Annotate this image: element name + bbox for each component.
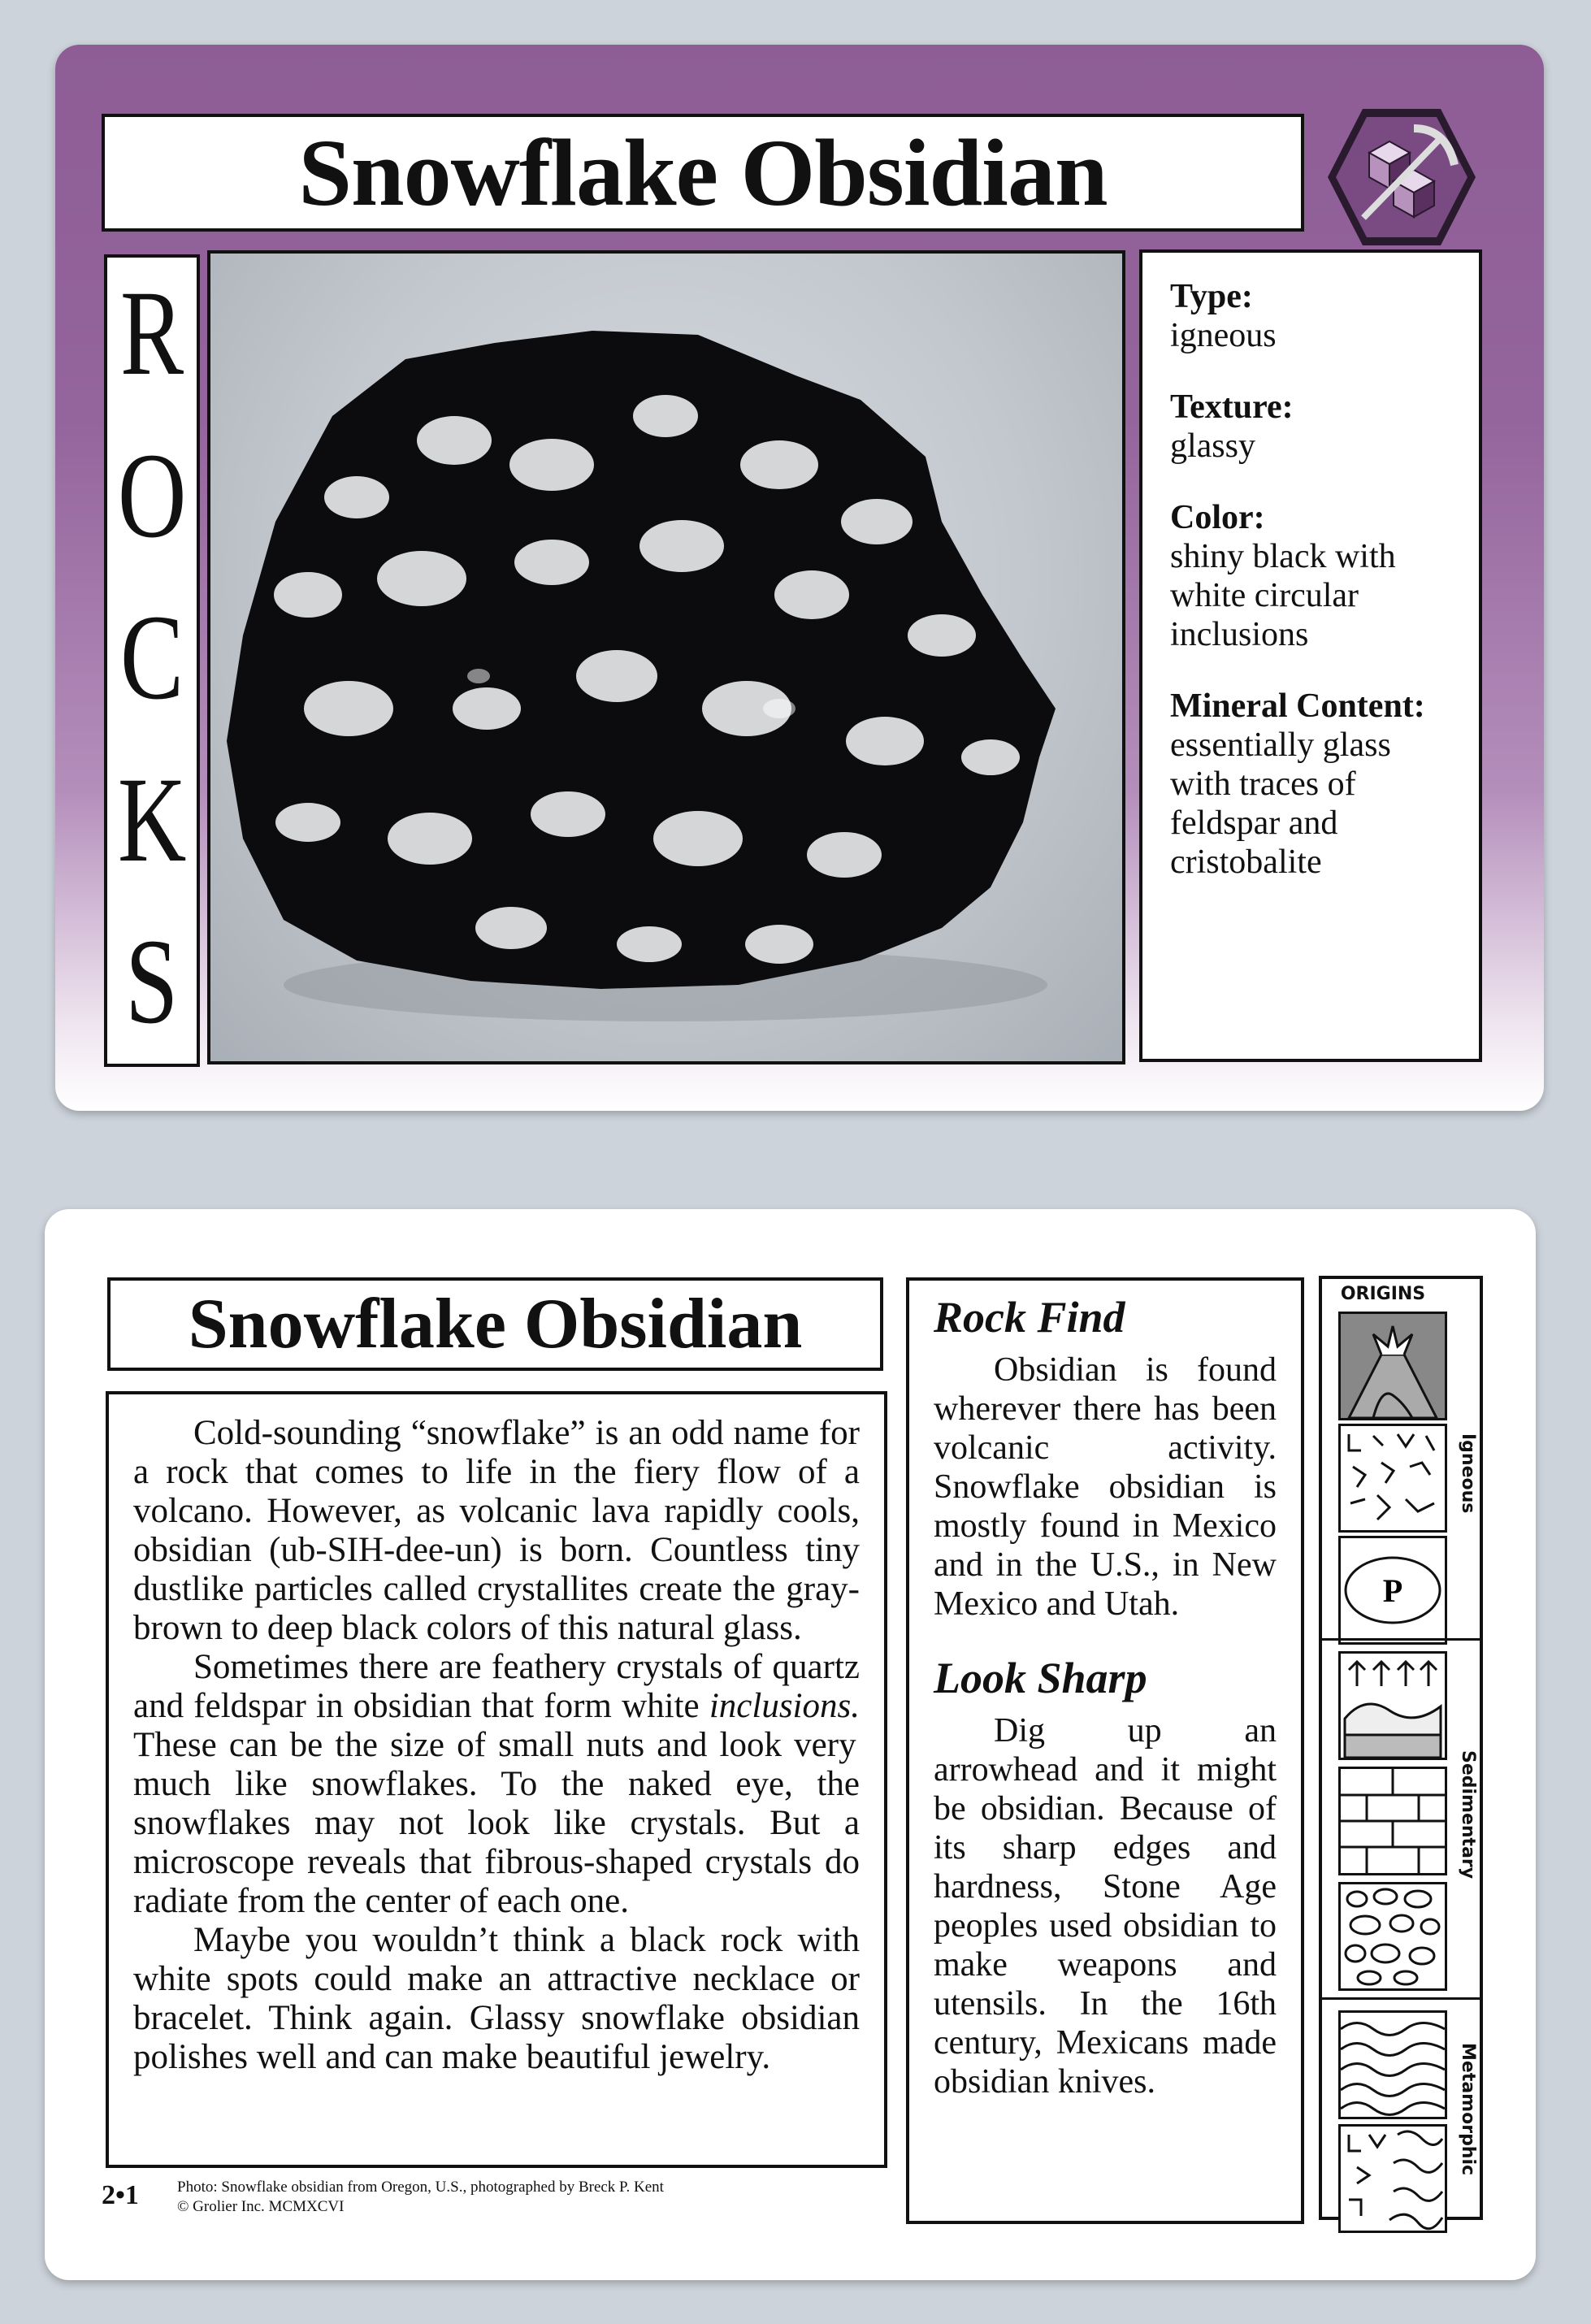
text-run: These can be the size of small nuts and look very much like snowflakes. To the naked eye, the snowflakes may not look like crystals. But a microscope reveals that fibrous-shaped crystals do radiate from the center of each one. xyxy=(133,1726,860,1920)
fact-color xyxy=(1170,498,1451,654)
photo-credit xyxy=(177,2178,664,2217)
plutonic-icon xyxy=(1338,1536,1447,1645)
igneous-crystals-icon xyxy=(1338,1424,1447,1533)
back-title: Snowflake Obsidian xyxy=(107,1277,883,1371)
fact-texture xyxy=(1170,388,1451,466)
rock-photo xyxy=(207,250,1125,1064)
igneous-label: Igneous xyxy=(1458,1433,1478,1514)
category-letter: S xyxy=(125,914,179,1049)
metamorphic-texture-icon xyxy=(1338,2124,1447,2233)
description-paragraph: Maybe you wouldn’t think a black rock with white spots could make an attractive necklace or bracelet. Think again. Glassy snowflake obsidian polishes well and can make beautiful jewelry. xyxy=(133,1921,860,2076)
conglomerate-icon xyxy=(1338,1882,1447,1991)
fact-value: glassy xyxy=(1170,427,1255,465)
term-inclusions: inclusions. xyxy=(709,1687,860,1725)
card-number: 2•1 xyxy=(102,2180,139,2210)
origins-divider xyxy=(1322,1638,1480,1641)
brick-layers-icon xyxy=(1338,1767,1447,1875)
foliated-wave-icon xyxy=(1338,2010,1447,2119)
fact-type xyxy=(1170,277,1451,355)
category-letter: O xyxy=(117,427,187,563)
category-side-label xyxy=(104,254,200,1067)
photo-credit-text: Photo: Snowflake obsidian from Oregon, U.S., photographed by Breck P. Kent xyxy=(177,2179,664,2196)
category-letter: K xyxy=(117,752,187,887)
origins-title: ORIGINS xyxy=(1340,1284,1426,1304)
volcano-icon xyxy=(1338,1312,1447,1420)
description-paragraph xyxy=(133,1648,860,1921)
fact-label: Color: xyxy=(1170,499,1265,536)
plutonic-letter: P xyxy=(1382,1572,1403,1609)
fact-label: Mineral Content: xyxy=(1170,687,1425,725)
category-letter: C xyxy=(119,590,184,725)
front-title: Snowflake Obsidian xyxy=(298,119,1108,226)
look-sharp-text: Dig up an arrowhead and it might be obsidian. Because of its sharp edges and hardness, Stone Age peoples used obsidian to make weapons and utensils. In the 16th century, Mexicans made obsidian knives. xyxy=(934,1712,1277,2101)
origins-divider xyxy=(1322,1997,1480,2000)
sedimentary-deposit-icon xyxy=(1338,1651,1447,1760)
text-run: Sometimes there are feathery crystals of quartz and feldspar in obsidian that form white xyxy=(133,1648,860,1725)
front-title-box xyxy=(102,114,1304,232)
facts-panel xyxy=(1139,249,1482,1062)
origins-panel xyxy=(1319,1276,1483,2220)
description-panel xyxy=(106,1391,887,2168)
sedimentary-label: Sedimentary xyxy=(1458,1750,1478,1880)
fact-label: Texture: xyxy=(1170,388,1294,426)
fact-value: igneous xyxy=(1170,317,1277,354)
description-paragraph: Cold-sounding “snowflake” is an odd name for a rock that comes to life in the fiery flow of a volcano. However, as volcanic lava rapidly cools, obsidian (ub-SIH-dee-un) is born. Countless tiny dustlike particles called crystallites create the gray-brown to deep black colors of this natural glass. xyxy=(133,1414,860,1647)
sidebar-panel xyxy=(906,1277,1304,2224)
fact-label: Type: xyxy=(1170,278,1253,315)
metamorphic-label: Metamorphic xyxy=(1458,2043,1478,2176)
look-sharp-heading: Look Sharp xyxy=(934,1654,1147,1702)
fact-mineral-content xyxy=(1170,687,1451,882)
category-letter: R xyxy=(119,266,184,401)
fact-value: essentially glass with traces of feldspar and cristobalite xyxy=(1170,726,1391,881)
fact-value: shiny black with white circular inclusions xyxy=(1170,538,1396,653)
rock-find-heading: Rock Find xyxy=(934,1293,1125,1342)
copyright-text: © Grolier Inc. MCMXCVI xyxy=(177,2198,345,2215)
mineral-pick-hex-icon xyxy=(1324,104,1479,250)
rock-find-text: Obsidian is found wherever there has been volcanic activity. Snowflake obsidian is mostly found in Mexico and in the U.S., in New Mexico and Utah. xyxy=(934,1351,1277,1623)
